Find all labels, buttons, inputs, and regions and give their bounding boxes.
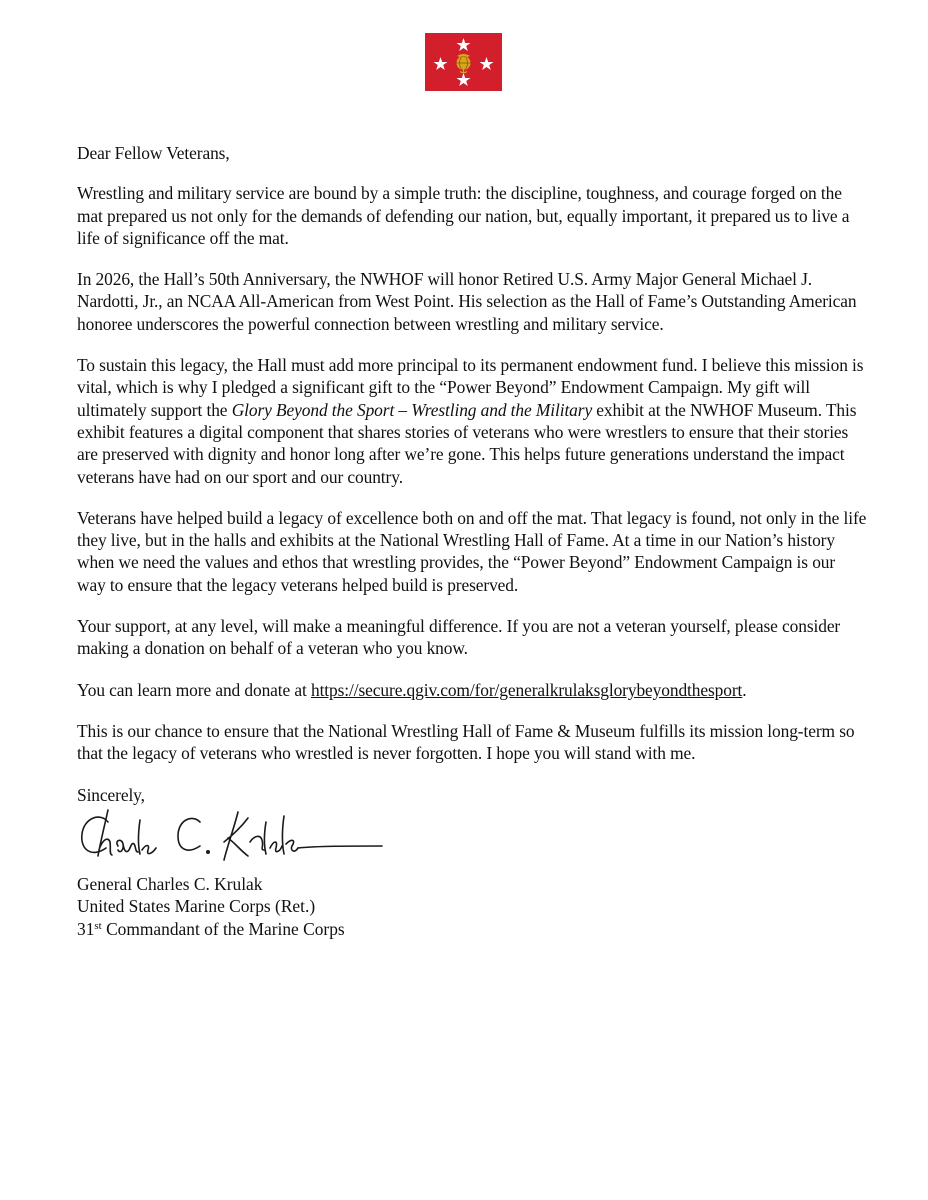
paragraph-endowment-text-1: To sustain this legacy, the Hall must add more principal to its permanent endowment fund. I believe this mission is vital, which is why I pledged a significant gift to the “Power Beyond” Endowment Campaign. My gift will ultimately support the [77, 355, 864, 420]
star-icon [457, 38, 471, 51]
exhibit-title: Glory Beyond the Sport – Wrestling and the Military [231, 399, 593, 420]
signer-title-ordinal: st [94, 919, 102, 932]
eagle-globe-anchor-icon [457, 54, 471, 73]
salutation: Dear Fellow Veterans, [77, 143, 230, 163]
signer-name: General Charles C. Krulak [77, 874, 263, 894]
four-star-general-flag-icon [425, 33, 502, 91]
donate-prefix: You can learn more and donate at [77, 679, 311, 700]
paragraph-chance: This is our chance to ensure that the National Wrestling Hall of Fame & Museum fulfills its mission long-term so that the legacy of veterans who wrestled is never forgotten. I hope you will stand with me. [77, 720, 855, 764]
paragraph-donate [77, 679, 867, 701]
donate-suffix: . [742, 679, 747, 700]
paragraph-endowment [77, 354, 867, 488]
star-icon [434, 57, 448, 70]
paragraph-anniversary: In 2026, the Hall’s 50th Anniversary, the NWHOF will honor Retired U.S. Army Major General Michael J. Nardotti, Jr., an NCAA All-American from West Point. His selection as the Hall of Fame’s Outstanding American honoree underscores the powerful connection between wrestling and military service. [77, 269, 857, 334]
star-icon [457, 73, 471, 86]
signer-title-number: 31 [77, 918, 95, 939]
paragraph-support: Your support, at any level, will make a meaningful difference. If you are not a veteran yourself, please consider making a donation on behalf of a veteran who you know. [77, 616, 841, 659]
paragraph-endowment-text-2: exhibit at the NWHOF Museum. This exhibit features a digital component that shares stories of veterans who were wrestlers to ensure that their stories are preserved with dignity and honor long after we’re gone. This helps future generations understand the impact veterans have had on our sport and our country. [77, 399, 857, 487]
star-icon [480, 57, 494, 70]
signature-block [77, 873, 345, 940]
paragraph-legacy: Veterans have helped build a legacy of excellence both on and off the mat. That legacy is found, not only in the life they live, but in the halls and exhibits at the National Wrestling Hall of Fame. At a time in our Nation’s history when we need the values and ethos that wrestling provides, the “Power Beyond” Endowment Campaign is our way to ensure that the legacy veterans helped build is preserved. [77, 507, 867, 595]
letter-body [77, 142, 867, 806]
signer-title [77, 918, 345, 940]
paragraph-discipline: Wrestling and military service are bound by a simple truth: the discipline, toughness, and courage forged on the mat prepared us not only for the demands of defending our nation, but, equally important, it prepared us to live a life of significance off the mat. [77, 183, 850, 248]
signer-title-rest: Commandant of the Marine Corps [101, 918, 345, 939]
closing: Sincerely, [77, 784, 145, 805]
donation-link[interactable]: https://secure.qgiv.com/for/generalkrulaksglorybeyondthesport [310, 679, 743, 700]
signer-branch: United States Marine Corps (Ret.) [77, 896, 316, 917]
handwritten-signature [78, 800, 388, 870]
